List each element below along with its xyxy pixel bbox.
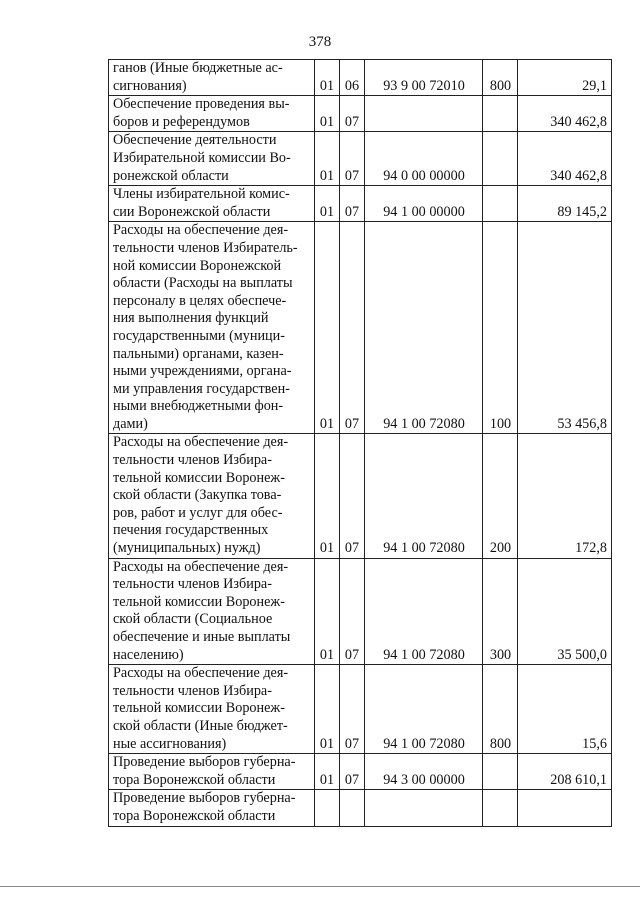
expense-type-cell xyxy=(483,790,518,826)
section-code-cell: 01 xyxy=(315,60,340,96)
section-code-cell: 01 xyxy=(315,132,340,186)
table-row xyxy=(109,754,612,790)
expense-type-cell: 100 xyxy=(483,222,518,434)
section-code-cell: 01 xyxy=(315,96,340,132)
budget-table-body xyxy=(109,60,612,827)
row-name-cell: Члены избирательной комис- сии Воронежской области xyxy=(109,186,315,222)
subsection-code-cell: 07 xyxy=(340,665,365,754)
amount-cell: 340 462,8 xyxy=(518,96,612,132)
footer-divider xyxy=(0,886,640,887)
subsection-code-cell: 06 xyxy=(340,60,365,96)
expense-type-cell: 300 xyxy=(483,558,518,665)
row-name-cell: Проведение выборов губерна- тора Воронежской области xyxy=(109,754,315,790)
expense-type-cell: 200 xyxy=(483,434,518,558)
amount-cell: 172,8 xyxy=(518,434,612,558)
target-article-cell: 93 9 00 72010 xyxy=(365,60,483,96)
table-row xyxy=(109,60,612,96)
row-name-cell: Обеспечение деятельности Избирательной комиссии Во- ронежской области xyxy=(109,132,315,186)
expense-type-cell: 800 xyxy=(483,60,518,96)
amount-cell: 35 500,0 xyxy=(518,558,612,665)
subsection-code-cell xyxy=(340,790,365,826)
target-article-cell xyxy=(365,790,483,826)
target-article-cell: 94 1 00 72080 xyxy=(365,434,483,558)
section-code-cell xyxy=(315,790,340,826)
section-code-cell: 01 xyxy=(315,222,340,434)
subsection-code-cell: 07 xyxy=(340,96,365,132)
row-name-cell: Расходы на обеспечение дея- тельности членов Избира- тельной комиссии Воронеж- ской области (Закупка това- ров, работ и услуг для обес- печения государственных (муниципальных) нужд) xyxy=(109,434,315,558)
section-code-cell: 01 xyxy=(315,434,340,558)
amount-cell: 340 462,8 xyxy=(518,132,612,186)
expense-type-cell xyxy=(483,96,518,132)
table-row xyxy=(109,132,612,186)
subsection-code-cell: 07 xyxy=(340,132,365,186)
subsection-code-cell: 07 xyxy=(340,186,365,222)
row-name-cell: ганов (Иные бюджетные ас- сигнования) xyxy=(109,60,315,96)
expense-type-cell xyxy=(483,132,518,186)
amount-cell: 15,6 xyxy=(518,665,612,754)
table-row xyxy=(109,790,612,826)
table-row xyxy=(109,96,612,132)
table-row xyxy=(109,558,612,665)
amount-cell: 208 610,1 xyxy=(518,754,612,790)
page-number: 378 xyxy=(308,34,332,50)
section-code-cell: 01 xyxy=(315,754,340,790)
expense-type-cell: 800 xyxy=(483,665,518,754)
target-article-cell: 94 1 00 72080 xyxy=(365,222,483,434)
target-article-cell xyxy=(365,96,483,132)
subsection-code-cell: 07 xyxy=(340,754,365,790)
amount-cell: 89 145,2 xyxy=(518,186,612,222)
expense-type-cell xyxy=(483,754,518,790)
row-name-cell: Расходы на обеспечение дея- тельности членов Избира- тельной комиссии Воронеж- ской области (Социальное обеспечение и иные выплаты населению) xyxy=(109,558,315,665)
table-row xyxy=(109,186,612,222)
target-article-cell: 94 1 00 72080 xyxy=(365,665,483,754)
amount-cell: 53 456,8 xyxy=(518,222,612,434)
row-name-cell: Обеспечение проведения вы- боров и референдумов xyxy=(109,96,315,132)
target-article-cell: 94 1 00 72080 xyxy=(365,558,483,665)
section-code-cell: 01 xyxy=(315,186,340,222)
target-article-cell: 94 0 00 00000 xyxy=(365,132,483,186)
section-code-cell: 01 xyxy=(315,558,340,665)
row-name-cell: Расходы на обеспечение дея- тельности членов Избиратель- ной комиссии Воронежской области (Расходы на выплаты персоналу в целях обеспече- ния выполнения функций государственными (муници- пальными) органами, казен- ными учреждениями, органа- ми управления государствен- ными внебюджетными фон- дами) xyxy=(109,222,315,434)
table-row xyxy=(109,222,612,434)
amount-cell xyxy=(518,790,612,826)
amount-cell: 29,1 xyxy=(518,60,612,96)
target-article-cell: 94 3 00 00000 xyxy=(365,754,483,790)
subsection-code-cell: 07 xyxy=(340,434,365,558)
expense-type-cell xyxy=(483,186,518,222)
table-row xyxy=(109,665,612,754)
subsection-code-cell: 07 xyxy=(340,558,365,665)
row-name-cell: Проведение выборов губерна- тора Воронежской области xyxy=(109,790,315,826)
row-name-cell: Расходы на обеспечение дея- тельности членов Избира- тельной комиссии Воронеж- ской области (Иные бюджет- ные ассигнования) xyxy=(109,665,315,754)
table-row xyxy=(109,434,612,558)
section-code-cell: 01 xyxy=(315,665,340,754)
subsection-code-cell: 07 xyxy=(340,222,365,434)
budget-table xyxy=(108,59,612,827)
target-article-cell: 94 1 00 00000 xyxy=(365,186,483,222)
